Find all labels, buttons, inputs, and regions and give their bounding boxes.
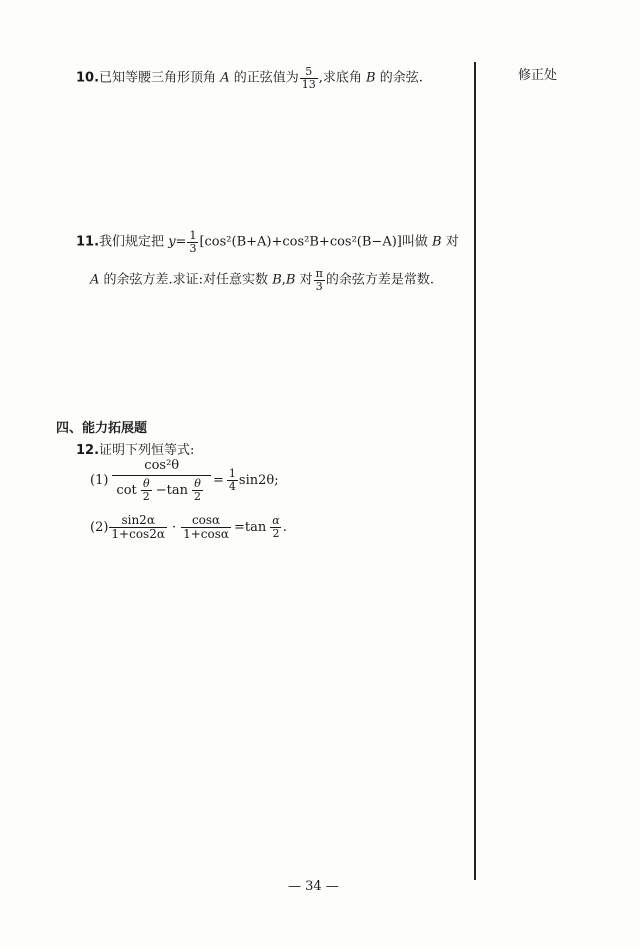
question-number: 10. bbox=[76, 70, 100, 86]
fraction: $\frac{\sin 2\alpha}{1+\cos 2\alpha}$ bbox=[111, 513, 165, 541]
question-11-line1: 11.我们规定把 y= $\frac{1}{3}$ [cos²(B+A)+cos²B+cos²(B−A)]叫做 B 对 bbox=[76, 229, 459, 255]
fraction: $\frac{\alpha}{2}$ bbox=[272, 514, 280, 540]
margin-label: 修正处 bbox=[518, 68, 558, 83]
fraction: $\frac{1}{4}$ bbox=[228, 467, 236, 493]
fraction: $\frac{5}{13}$ bbox=[301, 65, 316, 91]
question-10: 10.已知等腰三角形顶角 A 的正弦值为 $\frac{5}{13}$ ,求底角 B 的余弦. bbox=[76, 65, 423, 91]
section-heading: 四、能力拓展题 bbox=[56, 421, 148, 436]
fraction: $\frac{\cos\alpha}{1+\cos\alpha}$ bbox=[183, 513, 229, 541]
fraction: cos²θ cot $\frac{\theta}{2}$ −tan $\frac{\theta}{2}$ bbox=[112, 458, 211, 502]
identity-2: (2) $\frac{\sin 2\alpha}{1+\cos 2\alpha}$ · $\frac{\cos\alpha}{1+\cos\alpha}$ =tan $\frac{\alpha}{2}$ . bbox=[90, 513, 287, 541]
fraction: $\frac{1}{3}$ bbox=[189, 229, 197, 255]
question-11-line2: A 的余弦方差.求证:对任意实数 B,B 对 $\frac{\pi}{3}$ 的余弦方差是常数. bbox=[90, 267, 434, 293]
question-number: 12. bbox=[76, 443, 100, 458]
identity-1: (1) cos²θ cot $\frac{\theta}{2}$ −tan $\frac{\theta}{2}$ = $\frac{1}{4}$ sin2θ; bbox=[90, 458, 279, 503]
cos-expression: [cos²(B+A)+cos²B+cos²(B−A)] bbox=[199, 234, 402, 250]
fraction: $\frac{\pi}{3}$ bbox=[315, 267, 323, 293]
question-number: 11. bbox=[76, 234, 100, 250]
margin-divider bbox=[474, 62, 476, 880]
page-number: — 34 — bbox=[288, 879, 339, 894]
question-12: 12.证明下列恒等式: bbox=[76, 443, 195, 458]
